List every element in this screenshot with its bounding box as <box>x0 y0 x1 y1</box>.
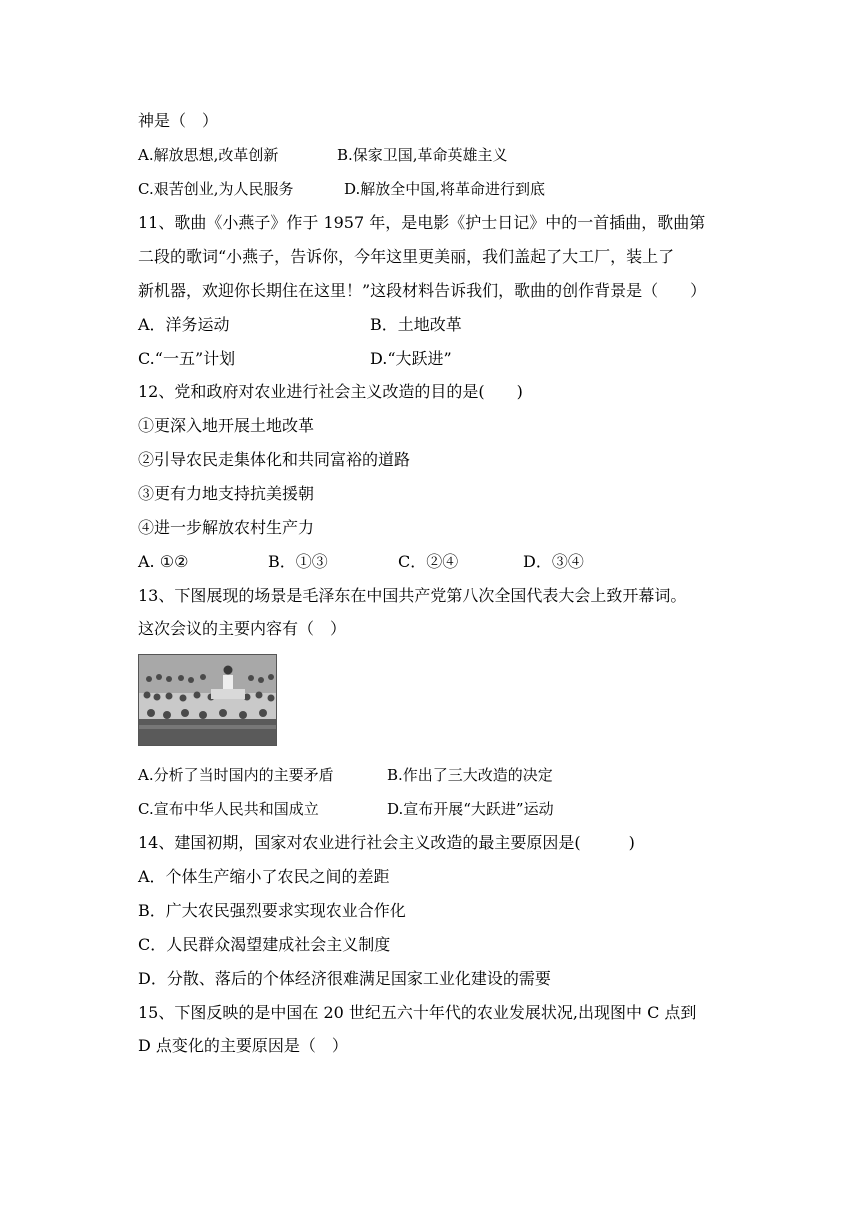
q10-options-row-2 <box>138 178 546 200</box>
q13-option-a: A.分析了当时国内的主要矛盾 <box>138 766 334 784</box>
q10-option-d: D.解放全中国,将革命进行到底 <box>344 180 546 198</box>
q10-stem-end: 神是（ ） <box>138 111 219 130</box>
q12-option-a: A. ①② <box>138 552 189 571</box>
q14-stem: 14、建国初期，国家对农业进行社会主义改造的最主要原因是( ) <box>138 833 635 852</box>
party-congress-photo <box>138 654 277 746</box>
q10-option-a: A.解放思想,改革创新 <box>138 146 279 164</box>
q12-options-row <box>138 551 584 573</box>
q13-stem-line-1: 13、下图展现的场景是毛泽东在中国共产党第八次全国代表大会上致开幕词。 <box>138 586 687 605</box>
q11-option-b: B．土地改革 <box>370 315 462 334</box>
q11-options-row-2 <box>138 348 452 370</box>
q12-stem: 12、党和政府对农业进行社会主义改造的目的是( ) <box>138 382 523 401</box>
q12-item-2: ②引导农民走集体化和共同富裕的道路 <box>138 450 411 469</box>
q13-option-d: D.宣布开展“大跃进”运动 <box>387 800 554 818</box>
q15-stem-line-1: 15、下图反映的是中国在 20 世纪五六十年代的农业发展状况,出现图中 C 点到 <box>138 1003 697 1022</box>
q14-option-a: A．个体生产缩小了农民之间的差距 <box>138 867 390 886</box>
q13-option-b: B.作出了三大改造的决定 <box>387 766 553 784</box>
q13-options-row-1 <box>138 764 553 786</box>
q12-option-d: D．③④ <box>523 552 584 571</box>
q14-option-b: B．广大农民强烈要求实现农业合作化 <box>138 901 406 920</box>
q13-options-row-2 <box>138 798 554 820</box>
q12-item-3: ③更有力地支持抗美援朝 <box>138 484 315 503</box>
q11-options-row-1 <box>138 314 462 336</box>
q12-item-1: ①更深入地开展土地改革 <box>138 416 315 435</box>
q11-stem-line-1: 11、歌曲《小燕子》作于 1957 年，是电影《护士日记》中的一首插曲，歌曲第 <box>138 213 706 232</box>
q11-option-c: C.“一五”计划 <box>138 349 236 368</box>
q10-option-b: B.保家卫国,革命英雄主义 <box>337 146 508 164</box>
q12-item-4: ④进一步解放农村生产力 <box>138 518 315 537</box>
q11-stem-line-2: 二段的歌词“小燕子，告诉你，今年这里更美丽，我们盖起了大工厂，装上了 <box>138 247 675 266</box>
q15-stem-line-2: D 点变化的主要原因是（ ） <box>138 1036 348 1055</box>
q10-option-c: C.艰苦创业,为人民服务 <box>138 180 294 198</box>
q12-option-c: C．②④ <box>398 552 459 571</box>
q14-option-d: D．分散、落后的个体经济很难满足国家工业化建设的需要 <box>138 969 551 988</box>
q11-option-a: A．洋务运动 <box>138 315 230 334</box>
q13-stem-line-2: 这次会议的主要内容有（ ） <box>138 619 347 638</box>
q11-stem-line-3: 新机器，欢迎你长期住在这里！”这段材料告诉我们，歌曲的创作背景是（ ） <box>138 281 707 300</box>
q11-option-d: D.“大跃进” <box>370 349 452 368</box>
q13-option-c: C.宣布中华人民共和国成立 <box>138 800 319 818</box>
q10-options-row-1 <box>138 144 508 166</box>
congress-photo-image <box>139 655 277 746</box>
q14-option-c: C．人民群众渴望建成社会主义制度 <box>138 935 391 954</box>
q12-option-b: B．①③ <box>268 552 328 571</box>
